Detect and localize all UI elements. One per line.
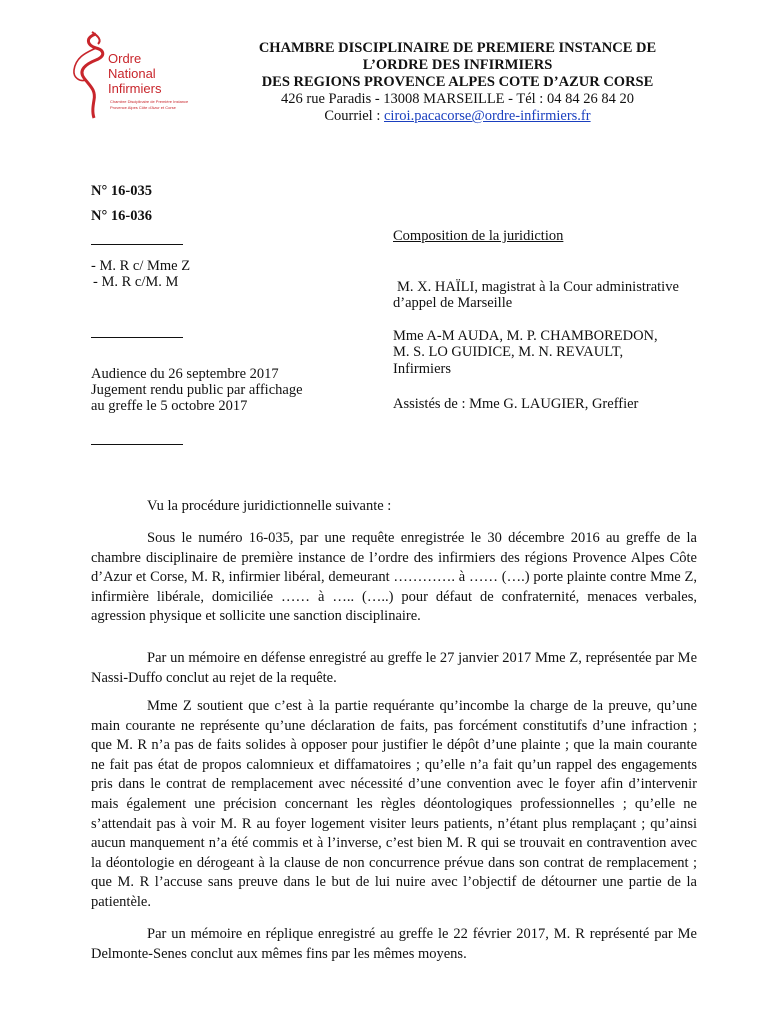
membres-line-2: M. S. LO GUIDICE, M. N. REVAULT, bbox=[393, 344, 624, 360]
header-email-link[interactable]: ciroi.pacacorse@ordre-infirmiers.fr bbox=[384, 108, 591, 124]
audience-line-2: Jugement rendu public par affichage bbox=[91, 382, 303, 398]
composition-title: Composition de la juridiction bbox=[393, 228, 564, 244]
party-line-1: - M. R c/ Mme Z bbox=[91, 258, 191, 274]
logo-small-line-2: Provence Alpes Côte d'Azur et Corse bbox=[110, 105, 176, 110]
header-email-label: Courriel : bbox=[324, 108, 384, 124]
paragraph-memoire-replique: Par un mémoire en réplique enregistré au greffe le 22 février 2017, M. R représenté par Me Delmonte-Senes conclut aux mêmes fins par les mêmes moyens. bbox=[91, 926, 697, 962]
case-number-2: N° 16-036 bbox=[91, 208, 152, 224]
paragraph-requete: Sous le numéro 16-035, par une requête enregistrée le 30 décembre 2016 au greffe de la chambre disciplinaire de première instance de l’ordre des infirmiers des régions Provence Alpes Côte d’Azur et Corse, M. R, infirmier libéral, demeurant …………. à …… (….) porte plainte contre Mme Z, infirmière libérale, domiciliée …… à ….. (…..) pour défaut de confraternité, menaces verbales, agression physique et sollicite une sanction disciplinaire. bbox=[91, 530, 697, 625]
case-number-1: N° 16-035 bbox=[91, 183, 152, 199]
header-line-3: DES REGIONS PROVENCE ALPES COTE D’AZUR CORSE bbox=[261, 74, 654, 90]
audience-line-1: Audience du 26 septembre 2017 bbox=[91, 366, 279, 382]
document-header bbox=[220, 40, 695, 125]
magistrat-line-1: M. X. HAÏLI, magistrat à la Cour administrative bbox=[397, 279, 679, 295]
divider-3 bbox=[91, 444, 183, 445]
intro-paragraph: Vu la procédure juridictionnelle suivante : bbox=[147, 498, 392, 514]
membres-line-3: Infirmiers bbox=[393, 361, 451, 377]
header-line-1: CHAMBRE DISCIPLINAIRE DE PREMIERE INSTANCE DE bbox=[258, 40, 657, 56]
header-email-line bbox=[220, 108, 695, 125]
paragraph-moyens-defense: Mme Z soutient que c’est à la partie requérante qu’incombe la charge de la preuve, qu’une main courante ne représente qu’une déclaration de faits, pas forcément constitutifs d’une infraction ; que M. R n’a pas de faits solides à opposer pour justifier le dépôt d’une plainte ; que la main courante ne fait pas état de propos calomnieux et diffamatoires ; qu’elle n’a fait qu’un rappel des engagements pris dans le contrat de remplacement avec nécessité d’une convention avec le foyer afin d’intervenir mais également une précision concernant les règles déontologiques professionnelles ; qu’elle ne s’attendait pas à voir M. R au foyer logement visiter leurs patients, n’étant plus remplaçant ; qu’ainsi aucun manquement n’a été commis et à l’inverse, c’est bien M. R qui se trouvait en contravention avec la déontologie en dérogeant à la clause de non concurrence prévue dans son contrat de remplacement ; que M. R l’accuse sans preuve dans le but de lui nuire avec l’objectif de détourner une partie de la patientèle. bbox=[91, 698, 697, 910]
paragraph-memoire-defense: Par un mémoire en défense enregistré au greffe le 27 janvier 2017 Mme Z, représentée par Me Nassi-Duffo conclut au rejet de la requête. bbox=[91, 650, 697, 686]
ordre-infirmiers-logo bbox=[66, 30, 216, 122]
header-line-2: L’ORDRE DES INFIRMIERS bbox=[362, 57, 553, 73]
assistes-line: Assistés de : Mme G. LAUGIER, Greffier bbox=[393, 396, 639, 412]
logo-text-national: National bbox=[108, 66, 156, 81]
logo-text-infirmiers: Infirmiers bbox=[108, 81, 162, 96]
logo-text-ordre: Ordre bbox=[108, 51, 142, 66]
membres-line-1: Mme A-M AUDA, M. P. CHAMBOREDON, bbox=[393, 328, 658, 344]
divider-2 bbox=[91, 337, 183, 338]
logo-small-line-1: Chambre Disciplinaire de Première Instance bbox=[110, 99, 189, 104]
party-line-2: - M. R c/M. M bbox=[93, 274, 179, 290]
magistrat-line-2: d’appel de Marseille bbox=[393, 295, 513, 311]
audience-line-3: au greffe le 5 octobre 2017 bbox=[91, 398, 248, 414]
divider-1 bbox=[91, 244, 183, 245]
header-address: 426 rue Paradis - 13008 MARSEILLE - Tél : 04 84 26 84 20 bbox=[281, 91, 634, 107]
